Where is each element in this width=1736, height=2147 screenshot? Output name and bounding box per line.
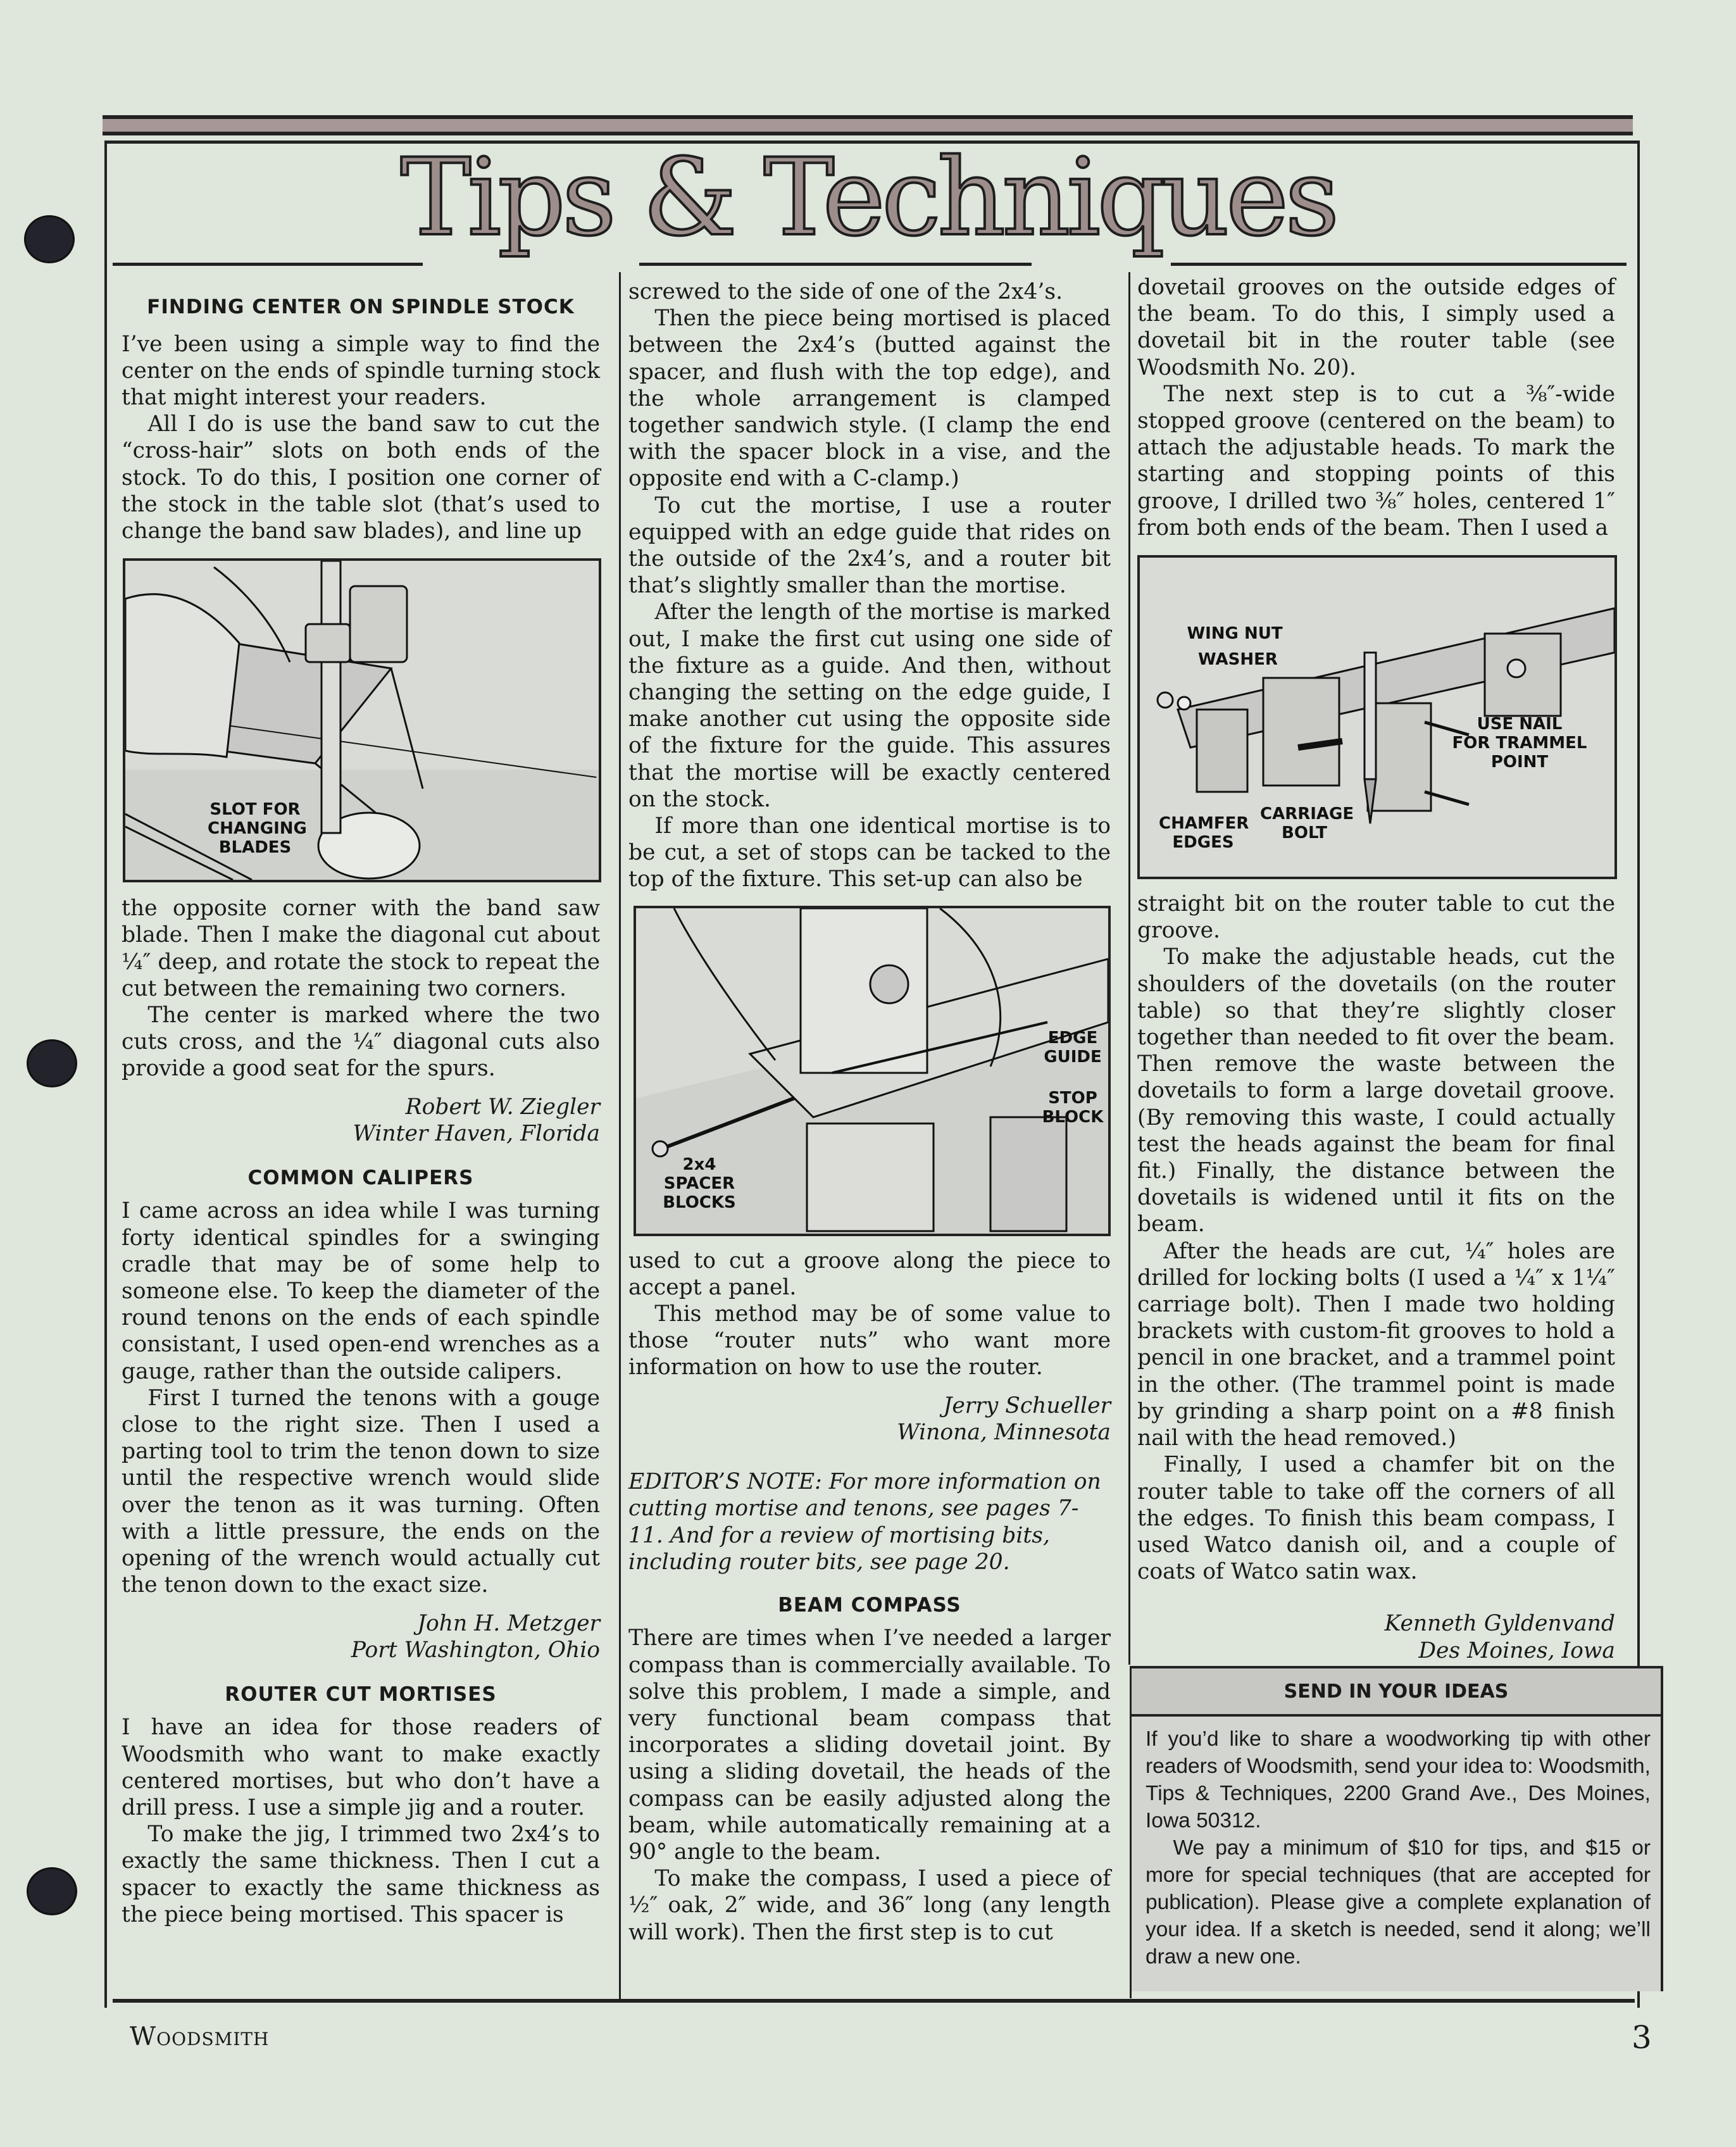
band-saw-illustration [125,561,599,880]
send-ideas-body [1132,1717,1663,1991]
paragraph: All I do is use the band saw to cut the “cross-hair” slots on both ends of the stock. To do this, I position one corner of the stock in the table slot (that’s used to change the band saw blades), and line up [122,411,600,544]
binder-hole-middle [27,1039,77,1087]
label-line: STOP [1048,1088,1097,1108]
paragraph: used to cut a groove along the piece to accept a panel. [628,1248,1111,1300]
label-spacer-blocks [661,1155,737,1212]
paragraph: This method may be of some value to those “router nuts” who want more information on how to use the router. [628,1301,1111,1380]
title-rule-right [1171,263,1627,266]
author-location: Winter Haven, Florida [353,1120,600,1146]
column-3 [1137,274,1615,1664]
label-line: BLOCKS [663,1192,736,1212]
paragraph: Finally, I used a chamfer bit on the router table to take off the corners of all the edges. To finish this beam compass, I used Watco danish oil, and a couple of coats of Watco satin wax. [1137,1452,1615,1585]
author-name: John H. Metzger [417,1610,600,1636]
label-line: BLADES [218,838,292,858]
page-number: 3 [1632,2019,1652,2056]
label-line: FOR TRAMMEL [1452,734,1587,753]
paragraph: The next step is to cut a ⅜″-wide stopped groove (centered on the beam) to attach the adjustable heads. To mark the starting and stopping points of this groove, I drilled two ⅜″ holes, centered 1″ from both ends of the beam. Then I used a [1137,381,1615,541]
label-line: CARRIAGE [1260,804,1354,824]
paragraph: After the length of the mortise is marked out, I make the first cut using one side of the fixture as a guide. And then, without changing the setting on the edge guide, I make another cut using the opposite side of the fixture for the guide. This assures that the mortise will be exactly centered on the stock. [628,599,1111,812]
page-title: Tips & Techniques [400,135,1336,260]
label-line: CHANGING [208,819,307,839]
section-heading-beam-compass: BEAM COMPASS [778,1593,961,1617]
paragraph: The center is marked where the two cuts cross, and the ¼″ diagonal cuts also provide a good seat for the spurs. [122,1002,600,1082]
label-line: EDGES [1172,833,1234,853]
paragraph: screwed to the side of one of the 2x4’s. [628,279,1063,304]
section-heading-router-cut-mortises: ROUTER CUT MORTISES [225,1682,497,1706]
column-2 [628,279,1111,1946]
column-divider-1 [619,272,621,1999]
author-name: Robert W. Ziegler [405,1094,600,1120]
label-line: SPACER [663,1174,735,1193]
paragraph: After the heads are cut, ¼″ holes are drilled for locking bolts (I used a ¼″ x 1¼″ carriage bolt). Then I made two holding brackets with custom-fit grooves to hold a pencil in one bracket, and a trammel point in the other. (The trammel point is made by grinding a sharp point on a #8 finish nail with the head removed.) [1137,1238,1615,1451]
section-heading-common-calipers: COMMON CALIPERS [247,1166,474,1189]
label-line: CHAMFER [1159,814,1249,834]
author-location: Des Moines, Iowa [1418,1637,1615,1663]
label-line: BOLT [1282,823,1327,843]
paragraph: To cut the mortise, I use a router equipped with an edge guide that rides on the outside of the 2x4’s, and a router bit that’s slightly smaller than the mortise. [628,492,1111,599]
paragraph: We pay a minimum of $10 for tips, and $15 or more for special techniques (that are accepted for publication). Please give a complete explanation of your idea. If a sketch is needed, send it along; we’ll draw a new one. [1146,1836,1651,1969]
paragraph: I came across an idea while I was turning forty identical spindles for a swinging cradle that may be of some help to someone else. To keep the diameter of the round tenons on the ends of each spindle consistant, I used open-end wrenches as a gauge, rather than the outside calipers. [122,1198,600,1384]
figure-router-mortise-jig [634,906,1111,1236]
editors-note: EDITOR’S NOTE: For more information on cutting mortise and tenons, see pages 7-11. And for a review of mortising bits, including router bits, see page 20. [628,1469,1101,1575]
author-name: Kenneth Gyldenvand [1384,1611,1615,1637]
paragraph: To make the jig, I trimmed two 2x4’s to exactly the same thickness. Then I cut a spacer to exactly the same thickness as the piece being mortised. This spacer is [122,1822,600,1927]
column-divider-2 [1128,272,1130,1665]
label-stop-block [1041,1089,1104,1127]
paragraph: To make the adjustable heads, cut the shoulders of the dovetails (on the router table) so that they’re slightly closer together than needed to fit over the beam. Then remove the waste between the dovetails to form a large dovetail groove. (By removing this waste, I could actually test the heads against the beam for final fit.) Finally, the distance between the dovetails is widened until it fits on the beam. [1137,944,1615,1237]
label-line: EDGE [1047,1028,1098,1048]
paragraph: Then the piece being mortised is placed between the 2x4’s (butted against the spacer, and flush with the top edge), and the whole arrangement is clamped together sandwich style. (I clamp the end with the spacer block in a vise, and the opposite end with a C-clamp.) [628,306,1111,492]
page-frame-bottom-rule [113,1999,1635,2003]
send-ideas-box [1130,1666,1663,1998]
paragraph: the opposite corner with the band saw blade. Then I make the diagonal cut about ¼″ deep, and rotate the stock to repeat the cut between the remaining two corners. [122,896,600,1001]
label-line: SLOT FOR [209,800,301,820]
label-carriage-bolt [1260,804,1354,843]
figure-band-saw [123,558,601,882]
label-use-nail-for-trammel-point [1450,715,1589,772]
label-washer: WASHER [1198,650,1278,670]
author-location: Port Washington, Ohio [351,1637,600,1663]
label-line: USE NAIL [1477,715,1563,734]
paragraph: I have an idea for those readers of Woodsmith who want to make exactly centered mortises, but who don’t have a drill press. I use a simple jig and a router. [122,1715,600,1821]
label-edge-guide [1041,1029,1104,1067]
footer-brand: Woodsmith [130,2022,270,2051]
title-rule-mid [639,263,1032,266]
paragraph: I’ve been using a simple way to find the center on the ends of spindle turning stock that might interest your readers. [122,331,600,410]
label-line: POINT [1490,753,1549,772]
label-line: GUIDE [1044,1047,1102,1067]
paragraph: If you’d like to share a woodworking tip with other readers of Woodsmith, send your idea to: Woodsmith, Tips & Techniques, 2200 Grand Ave., Des Moines, Iowa 50312. [1146,1727,1651,1832]
title-rule-left [113,263,423,266]
author-location: Winona, Minnesota [897,1419,1111,1445]
label-line: 2x4 [682,1155,716,1174]
paragraph: To make the compass, I used a piece of ½″ oak, 2″ wide, and 36″ long (any length will work). Then the first step is to cut [628,1866,1111,1945]
label-line: BLOCK [1042,1107,1104,1127]
label-slot-for-changing-blades [208,800,307,858]
label-wing-nut: WING NUT [1187,624,1283,644]
paragraph: There are times when I’ve needed a larger compass than is commercially available. To solve this problem, I made a simple, and very functional beam compass that incorporates a sliding dovetail joint. By using a sliding dovetail, the heads of the compass can be easily adjusted along the beam, while automatically remaining at a 90° angle to the beam. [628,1625,1111,1865]
figure-beam-compass [1137,555,1617,879]
paragraph: straight bit on the router table to cut the groove. [1137,891,1615,944]
column-1 [122,292,600,1928]
author-name: Jerry Schueller [943,1393,1111,1418]
paragraph: dovetail grooves on the outside edges of the beam. To do this, I simply used a dovetail bit in the router table (see Woodsmith No. 20). [1137,275,1615,380]
paragraph: First I turned the tenons with a gouge close to the right size. Then I used a parting tool to trim the tenon down to size until the respective wrench would slide over the tenon as it was turning. Often with a little pressure, the ends on the opening of the wrench would actually cut the tenon down to the exact size. [122,1385,600,1598]
section-heading-finding-center: FINDING CENTER ON SPINDLE STOCK [147,296,575,318]
binder-hole-bottom [27,1867,77,1915]
paragraph: If more than one identical mortise is to be cut, a set of stops can be tacked to the top of the fixture. This set-up can also be [628,813,1111,892]
label-chamfer-edges [1159,814,1247,852]
send-ideas-heading: SEND IN YOUR IDEAS [1132,1666,1663,1717]
header-bar [103,115,1633,135]
